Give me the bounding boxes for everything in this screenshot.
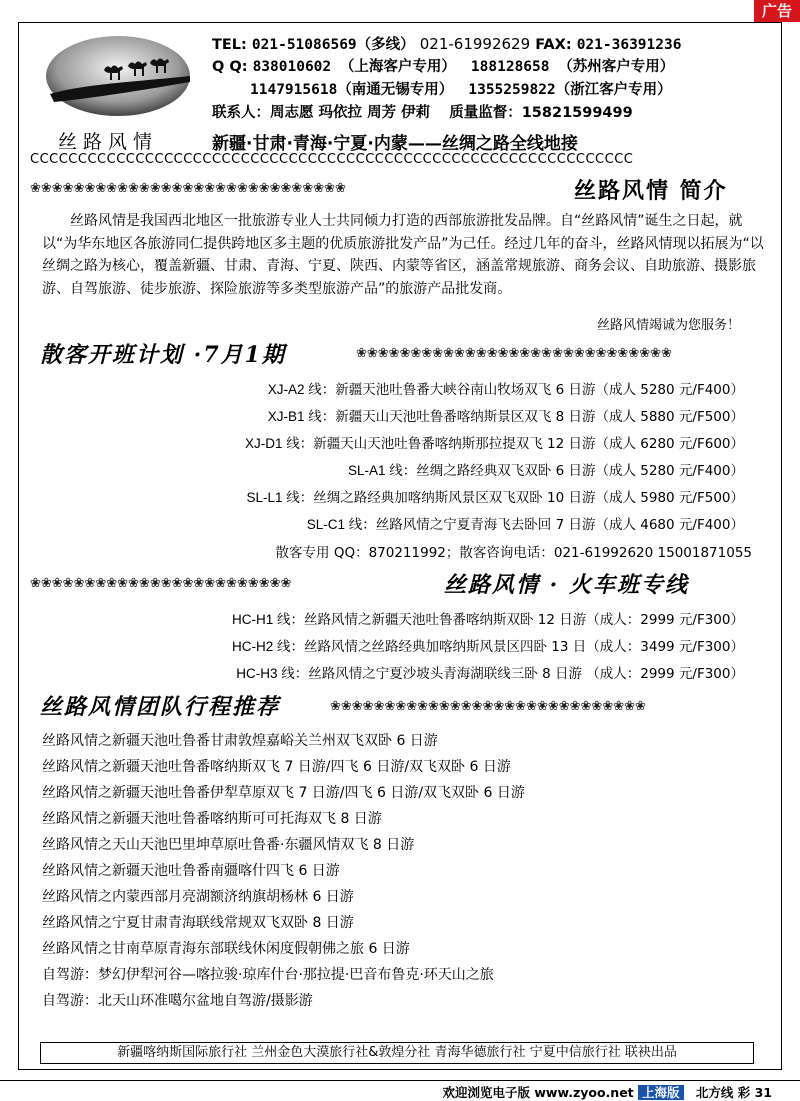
route-code: XJ-D1 线：	[244, 436, 314, 451]
route-desc: 丝路风情之新疆天池吐鲁番喀纳斯双卧 12 日游（成人：2999 元/F300）	[304, 612, 744, 628]
ad-tag: 广告	[754, 0, 800, 22]
route-desc: 新疆天山天池吐鲁番喀纳斯景区双飞 8 日游（成人 5880 元/F500）	[335, 409, 744, 425]
decor-flowers-train: ❀❀❀❀❀❀❀❀❀❀❀❀❀❀❀❀❀❀❀❀❀❀❀❀	[30, 576, 292, 591]
tel-line	[212, 33, 681, 54]
edition-tag: 上海版	[638, 1085, 684, 1100]
qq-shanghai: 838010602 （上海客户专用）	[252, 59, 456, 75]
bottom-info	[443, 1083, 773, 1101]
intro-text	[42, 210, 768, 300]
contact-persons: 联系人：周志愿 玛依拉 周芳 伊莉	[212, 105, 431, 121]
scatter-route	[268, 405, 744, 425]
route-desc: 新疆天池吐鲁番大峡谷南山牧场双飞 6 日游（成人 5280 元/F400）	[335, 382, 744, 398]
route-code: SL-C1 线：	[306, 517, 376, 532]
scatter-title: 散客开班计划 ·7月1期	[40, 342, 286, 368]
route-desc: 丝路风情之宁夏青海飞去卧回 7 日游（成人 4680 元/F400）	[375, 517, 744, 533]
route-desc: 新疆天山天池吐鲁番喀纳斯那拉提双飞 12 日游（成人 6280 元/F600）	[313, 436, 744, 452]
route-desc: 丝路风情之宁夏沙坡头青海湖联线三卧 8 日游 （成人：2999 元/F300）	[308, 666, 744, 682]
team-item: 丝路风情之新疆天池吐鲁番南疆喀什四飞 6 日游	[42, 863, 340, 879]
team-item: 丝路风情之新疆天池吐鲁番喀纳斯双飞 7 日游/四飞 6 日游/双飞双卧 6 日游	[42, 759, 511, 775]
route-code: HC-H3 线：	[236, 666, 309, 681]
team-item: 丝路风情之新疆天池吐鲁番伊犁草原双飞 7 日游/四飞 6 日游/双飞双卧 6 日游	[42, 785, 525, 801]
team-item: 丝路风情之内蒙西部月亮湖额济纳旗胡杨林 6 日游	[42, 889, 354, 905]
tel-secondary: 021-61992629	[419, 35, 531, 53]
intro-title: 丝路风情 简介	[574, 178, 728, 204]
train-title: 丝路风情 · 火车班专线	[444, 572, 689, 598]
decor-flowers-scatter: ❀❀❀❀❀❀❀❀❀❀❀❀❀❀❀❀❀❀❀❀❀❀❀❀❀❀❀❀❀	[356, 346, 672, 361]
route-code: SL-A1 线：	[348, 463, 417, 478]
qq-zhejiang: 1355259822（浙江客户专用）	[468, 82, 672, 98]
fax-label: FAX:	[535, 37, 572, 53]
qq-line-2	[250, 78, 672, 99]
decor-flowers-team: ❀❀❀❀❀❀❀❀❀❀❀❀❀❀❀❀❀❀❀❀❀❀❀❀❀❀❀❀❀	[330, 699, 646, 714]
route-desc: 丝路风情之丝路经典加喀纳斯风景区四卧 13 日（成人：3499 元/F300）	[304, 639, 744, 655]
slogan: 新疆·甘肃·青海·宁夏·内蒙——丝绸之路全线地接	[212, 134, 578, 154]
website-link[interactable]: 欢迎浏览电子版 www.zyoo.net	[442, 1085, 634, 1100]
decor-c-row: CCCCCCCCCCCCCCCCCCCCCCCCCCCCCCCCCCCCCCCCCCCCCCCCCCCCCCCCCCCCCCC	[30, 152, 634, 167]
route-code: XJ-A2 线：	[267, 382, 336, 397]
team-title: 丝路风情团队行程推荐	[40, 694, 281, 720]
intro-thanks: 丝路风情竭诚为您服务！	[596, 318, 740, 333]
intro-paragraph: 丝路风情是我国西北地区一批旅游专业人士共同倾力打造的西部旅游批发品牌。自“丝路风情”诞生之日起，就以“为华东地区各旅游同仁提供跨地区多主题的优质旅游批发产品”为己任。经过几年的奋斗，丝路风情现以拓展为“以丝绸之路为核心，覆盖新疆、甘肃、青海、宁夏、陕西、内蒙等省区，涵盖常规旅游、商务会议、自助旅游、摄影旅游、自驾旅游、徒步旅游、探险旅游等多类型旅游产品”的旅游产品批发商。	[42, 213, 764, 297]
quality-supervision: 质量监督：15821599499	[449, 105, 633, 121]
qq-nantong: 1147915618（南通无锡专用）	[250, 82, 454, 98]
qq-label: Q Q:	[212, 59, 248, 75]
route-desc: 丝绸之路经典加喀纳斯风景区双飞双卧 10 日游（成人 5980 元/F500）	[313, 490, 744, 506]
qq-line-1	[212, 55, 674, 76]
scatter-route	[246, 486, 744, 506]
scatter-route	[245, 432, 744, 452]
team-item: 自驾游：北天山环准噶尔盆地自驾游/摄影游	[42, 993, 313, 1009]
decor-flowers-intro: ❀❀❀❀❀❀❀❀❀❀❀❀❀❀❀❀❀❀❀❀❀❀❀❀❀❀❀❀❀	[30, 181, 346, 196]
route-code: HC-H1 线：	[231, 612, 304, 627]
team-item: 丝路风情之宁夏甘肃青海联线常规双飞双卧 8 日游	[42, 915, 354, 931]
fax-number: 021-36391236	[576, 37, 682, 53]
brand-name: 丝路风情	[58, 131, 159, 153]
scatter-route	[348, 459, 744, 479]
train-route	[232, 608, 744, 628]
scatter-route	[307, 513, 744, 533]
team-item: 自驾游：梦幻伊犁河谷—喀拉骏·琼库什台·那拉提·巴音布鲁克·环天山之旅	[42, 967, 494, 983]
route-code: SL-L1 线：	[246, 490, 314, 505]
qq-suzhou: 188128658 （苏州客户专用）	[470, 59, 675, 75]
team-item: 丝路风情之新疆天池吐鲁番喀纳斯可可托海双飞 8 日游	[42, 811, 382, 827]
contacts-line	[212, 101, 633, 122]
route-code: XJ-B1 线：	[267, 409, 336, 424]
camel-caravan-logo	[44, 32, 192, 120]
route-code: HC-H2 线：	[231, 639, 304, 654]
team-item: 丝路风情之甘南草原青海东部联线休闲度假朝佛之旅 6 日游	[42, 941, 410, 957]
team-item: 丝路风情之天山天池巴里坤草原吐鲁番·东疆风情双飞 8 日游	[42, 837, 415, 853]
agency-footer: 新疆喀纳斯国际旅行社 兰州金色大漠旅行社&敦煌分社 青海华德旅行社 宁夏中信旅行社 联袂出品	[40, 1042, 754, 1064]
route-desc: 丝绸之路经典双飞双卧 6 日游（成人 5280 元/F400）	[416, 463, 744, 479]
scatter-contact: 散客专用 QQ：870211992；散客咨询电话：021-61992620 15001871055	[275, 545, 752, 561]
tel-primary: 021-51086569（多线）	[251, 37, 415, 53]
scatter-route	[268, 378, 744, 398]
train-route	[232, 635, 744, 655]
tel-label: TEL:	[212, 37, 247, 53]
team-item: 丝路风情之新疆天池吐鲁番甘肃敦煌嘉峪关兰州双飞双卧 6 日游	[42, 733, 438, 749]
page-number: 北方线 彩 31	[695, 1085, 772, 1100]
train-route	[236, 662, 744, 682]
